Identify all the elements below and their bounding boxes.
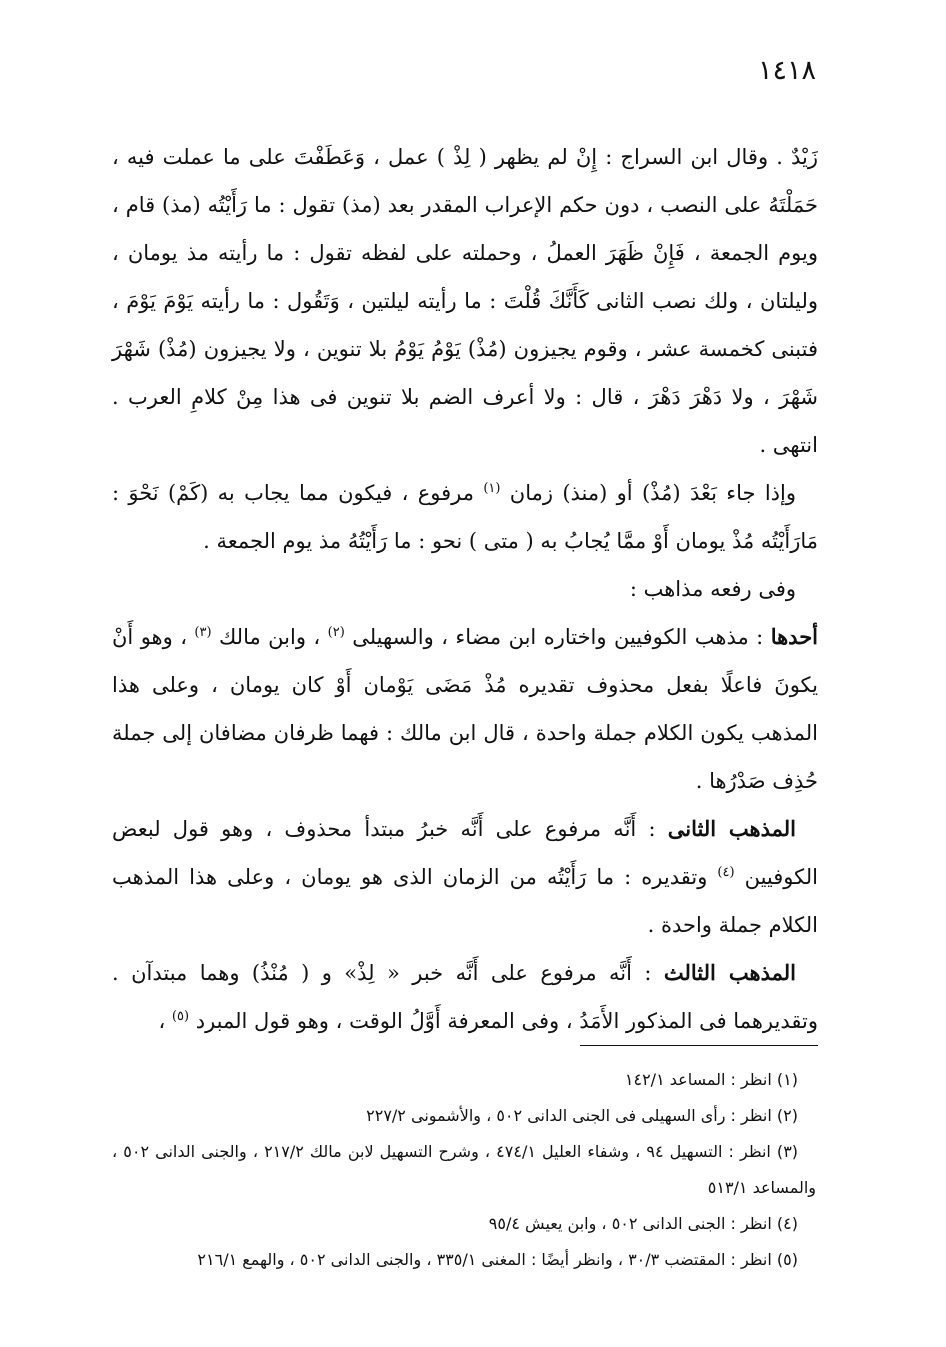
footnote-5: (٥) انظر : المقتضب ٣٠/٣ ، وانظر أيضًا : المغنى ٣٣٥/١ ، والجنى الدانى ٥٠٢ ، والهمع ٢١٦/١ [197,1250,798,1269]
paragraph-5-text-b: وتقديره : ما رَأَيْتُه من الزمان الذى هو يومان ، وعلى هذا المذهب الكلام جملة واحدة . [112,865,818,937]
footnote-2: (٢) انظر : رأى السهيلى فى الجنى الدانى ٥٠٢ ، والأشمونى ٢٢٧/٢ [366,1106,798,1125]
paragraph-1-text: زَيْدٌ . وقال ابن السراج : إِنْ لم يظهر ( لِذْ ) عمل ، وَعَطَفْتَ على ما عملت فيه ، حَمَلْتَهُ على النصب ، دون حكم الإعراب المقدر بعد (مذ) تقول : ما رَأَيْتُه (مذ) قام ، ويوم الجمعة ، فَإِنْ ظَهَرَ العملُ ، وحملته على لفظه تقول : ما رأيته مذ يومان ، وليلتان ، ولك نصب الثانى كَأَنَّكَ قُلْتَ : ما رأيته ليلتين ، وَتَقُول : ما رأيته يَوْمَ يَوْمَ ، فتبنى كخمسة عشر ، وقوم يجيزون (مُذْ) يَوْمُ يَوْمُ بلا تنوين ، ولا يجيزون (مُذْ) شَهْرَ شَهْرَ ، ولا دَهْرَ دَهْرَ ، قال : ولا أعرف الضم بلا تنوين فى هذا مِنْ كلامِ العرب . انتهى . [112,145,818,457]
main-text [112,133,818,1045]
footnote-ref-1[interactable]: (١) [483,481,501,496]
paragraph-4-text-c: ، وهو أَنْ يكونَ فاعلًا بفعل محذوف تقديره مُذْ مَضَى يَوْمان أَوْ كان يومان ، وعلى هذا المذهب يكون الكلام جملة واحدة ، قال ابن مالك : فهما ظرفان مضافان إلى جملة حُذِف صَدْرُها . [112,625,818,793]
footnote-ref-2[interactable]: (٢) [327,625,345,640]
footnote-3: (٣) انظر : التسهيل ٩٤ ، وشفاء العليل ٤٧٤/١ ، وشرح التسهيل لابن مالك ٢١٧/٢ ، والجنى الدانى ٥٠٢ ، والمساعد ٥١٣/١ [112,1142,816,1197]
paragraph-6-text-a: : أَنَّه مرفوع على أَنَّه خبر « لِذْ» و ( مُنْذُ) وهما مبتدآن . وتقديرهما فى المذكور الأَمَدُ ، وفى المعرفة أَوَّلُ الوقت ، وهو قول المبرد [112,961,818,1033]
paragraph-2 [112,469,818,565]
paragraph-5-text-a: : أَنَّه مرفوع على أَنَّه خبرُ مبتدأ محذوف ، وهو قول لبعض الكوفيين [112,817,818,889]
paragraph-4 [112,613,818,805]
footnotes [112,1062,816,1278]
section-label-first: أحدها [770,624,819,649]
footnote-ref-3[interactable]: (٣) [194,625,212,640]
paragraph-4-text-b: ، وابن مالك [211,625,328,649]
paragraph-3-text: وفى رفعه مذاهب : [629,577,796,601]
paragraph-2-text-a: وإذا جاء بَعْدَ (مُذْ) أو (منذ) زمان [500,481,797,505]
section-label-second: المذهب الثانى [667,816,797,841]
paragraph-4-text-a: : مذهب الكوفيين واختاره ابن مضاء ، والسهيلى [344,625,771,649]
footnote-4: (٤) انظر : الجنى الدانى ٥٠٢ ، وابن يعيش ٩٥/٤ [488,1214,798,1233]
section-label-third: المذهب الثالث [663,960,797,985]
footnote-ref-4[interactable]: (٤) [717,865,735,880]
page-number: ١٤١٨ [757,55,816,86]
footnote-1: (١) انظر : المساعد ١٤٢/١ [624,1070,798,1089]
paragraph-5 [112,805,818,949]
paragraph-2-text-b: مرفوع ، فيكون مما يجاب به (كَمْ) نَحْوَ : مَارَأَيْتُه مُذْ يومان أَوْ ممَّا يُجابُ به ( متى ) نحو : ما رَأَيْتُهُ مذ يوم الجمعة . [112,481,818,553]
footnote-divider [580,1045,818,1046]
paragraph-1 [112,133,818,469]
paragraph-3 [112,565,818,613]
paragraph-6 [112,949,818,1045]
footnote-ref-5[interactable]: (٥) [171,1009,190,1024]
paragraph-6-text-b: ، [158,1009,172,1033]
